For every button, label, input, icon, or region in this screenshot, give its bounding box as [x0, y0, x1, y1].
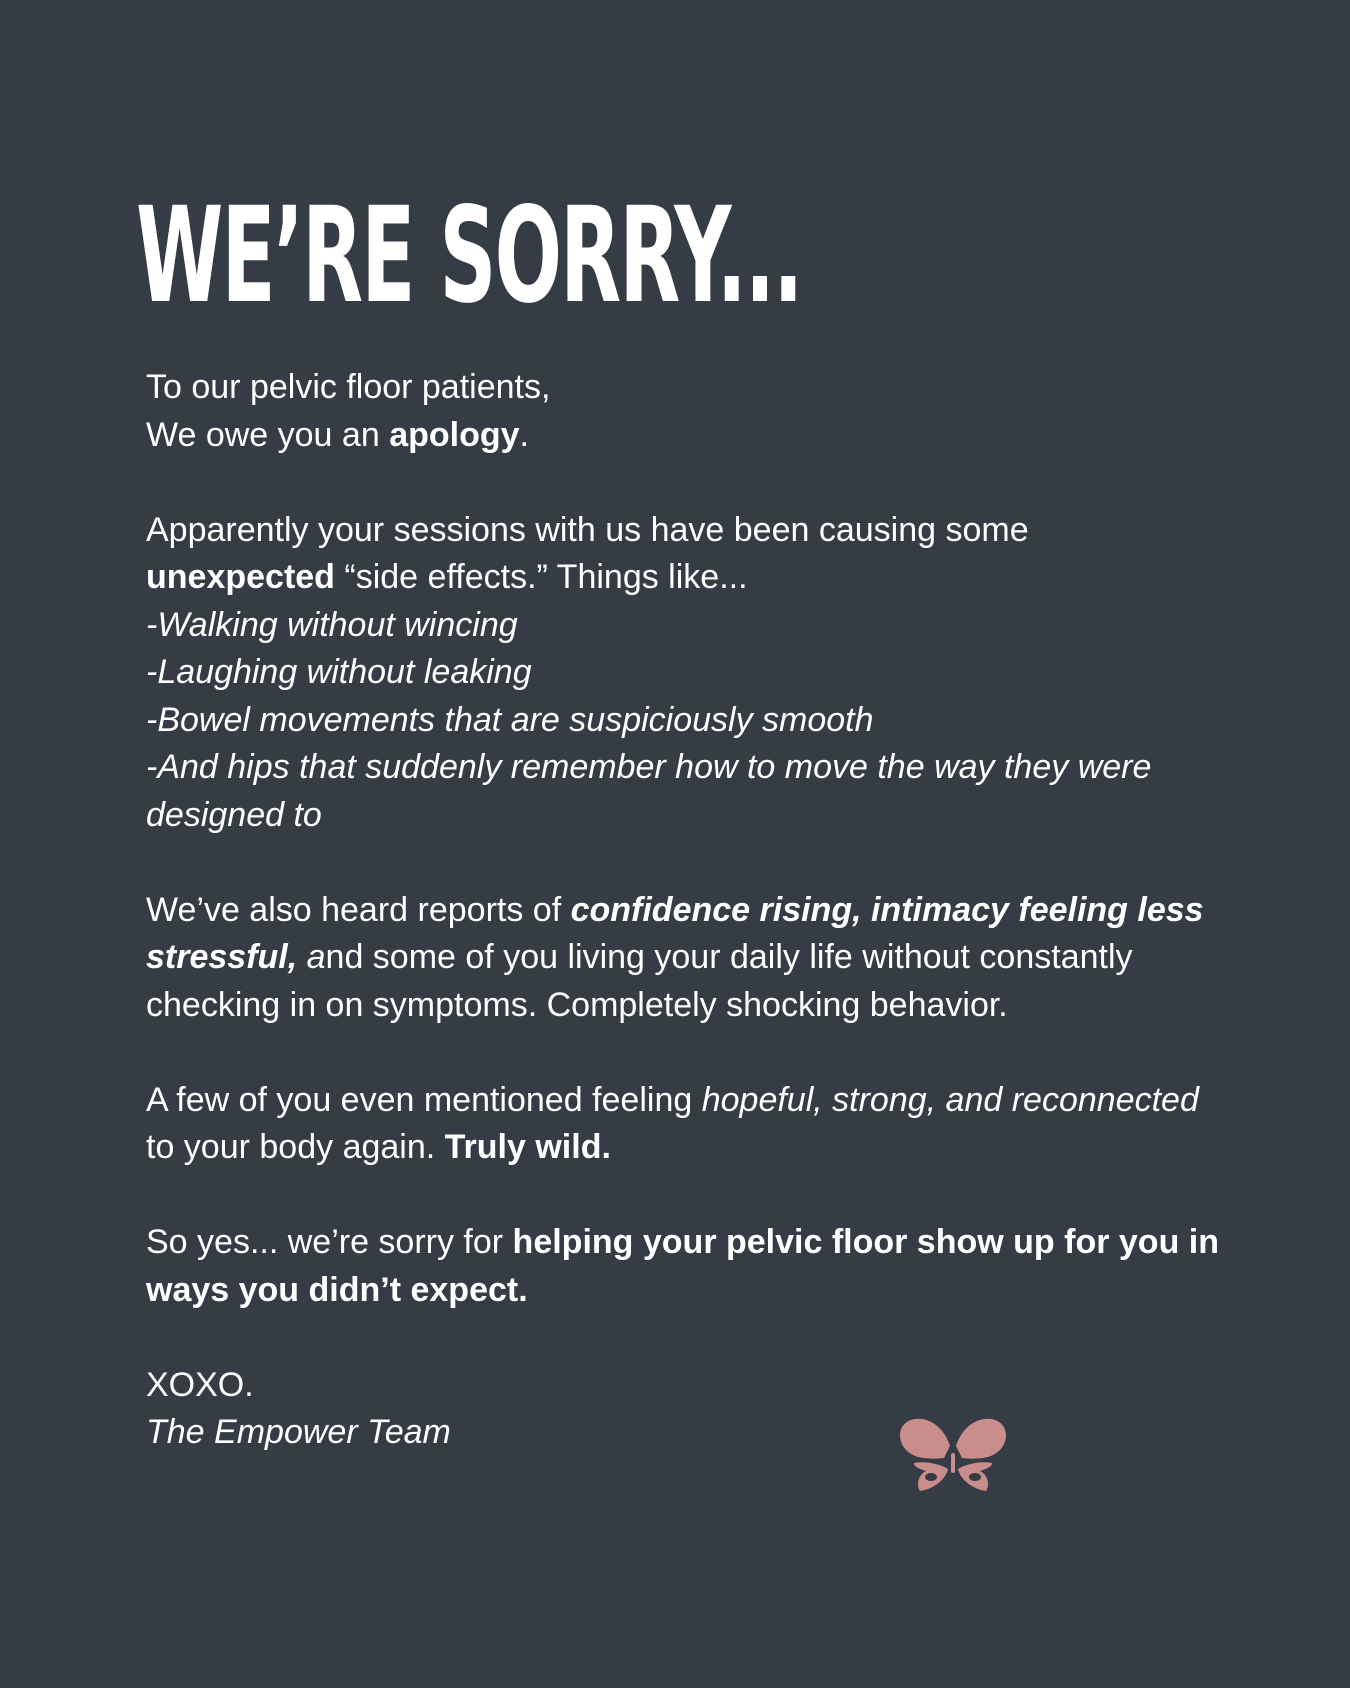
reports-pre: We’ve also heard reports of [146, 890, 571, 929]
side-effects-paragraph [146, 507, 1226, 840]
pelvis-left-foramen [925, 1473, 937, 1481]
spacer [146, 1172, 1226, 1220]
closing-bold: helping your pelvic floor show up for you in ways you didn’t expect. [146, 1223, 1220, 1309]
spacer [146, 459, 1226, 507]
apology-word: apology [389, 415, 520, 454]
salutation-line1: To our pelvic floor patients, [146, 368, 551, 406]
salutation-line2-post: . [519, 415, 529, 454]
reports-post: nd some of you living your daily life without constantly checking in on symptoms. Completely shocking behavior. [146, 938, 1133, 1024]
signoff-team: The Empower Team [146, 1413, 451, 1451]
spacer [146, 1314, 1226, 1362]
side-effects-lead: Apparently your sessions with us have been causing some [146, 510, 1029, 549]
reports-highlight: confidence rising, intimacy feeling less stressful, [146, 890, 1204, 976]
reports-italic-a: a [297, 938, 326, 976]
feelings-italic: hopeful, strong, and reconnected [701, 1080, 1199, 1119]
headline: WE’RE SORRY... [136, 179, 802, 333]
side-effect-item: -Walking without wincing [146, 605, 518, 644]
feelings-pre: A few of you even mentioned feeling [146, 1080, 702, 1119]
closing-paragraph [146, 1219, 1226, 1314]
spacer [146, 1029, 1226, 1077]
pelvis-right-wing [956, 1419, 1006, 1459]
feelings-mid: to your body again. [146, 1128, 445, 1166]
pelvis-sacrum [951, 1453, 955, 1473]
pelvis-right-foramen [969, 1473, 981, 1481]
pelvis-icon [896, 1413, 1010, 1495]
spacer [146, 839, 1226, 887]
letter-body [146, 364, 1226, 1457]
truly-wild: Truly wild. [444, 1128, 611, 1166]
pelvis-left-wing [900, 1419, 950, 1459]
side-effect-item: -Bowel movements that are suspiciously smooth [146, 700, 874, 739]
salutation-line2-pre: We owe you an [146, 415, 390, 454]
side-effect-item: -And hips that suddenly remember how to move the way they were designed to [146, 748, 1152, 834]
side-effect-item: -Laughing without leaking [146, 653, 532, 691]
signoff [146, 1362, 1226, 1457]
closing-pre: So yes... we’re sorry for [146, 1223, 513, 1261]
reports-paragraph [146, 887, 1226, 1030]
side-effects-rest: “side effects.” Things like... [334, 558, 748, 596]
salutation [146, 364, 1226, 459]
feelings-paragraph [146, 1077, 1226, 1172]
unexpected-word: unexpected [146, 558, 335, 596]
signoff-xoxo: XOXO. [146, 1365, 254, 1404]
